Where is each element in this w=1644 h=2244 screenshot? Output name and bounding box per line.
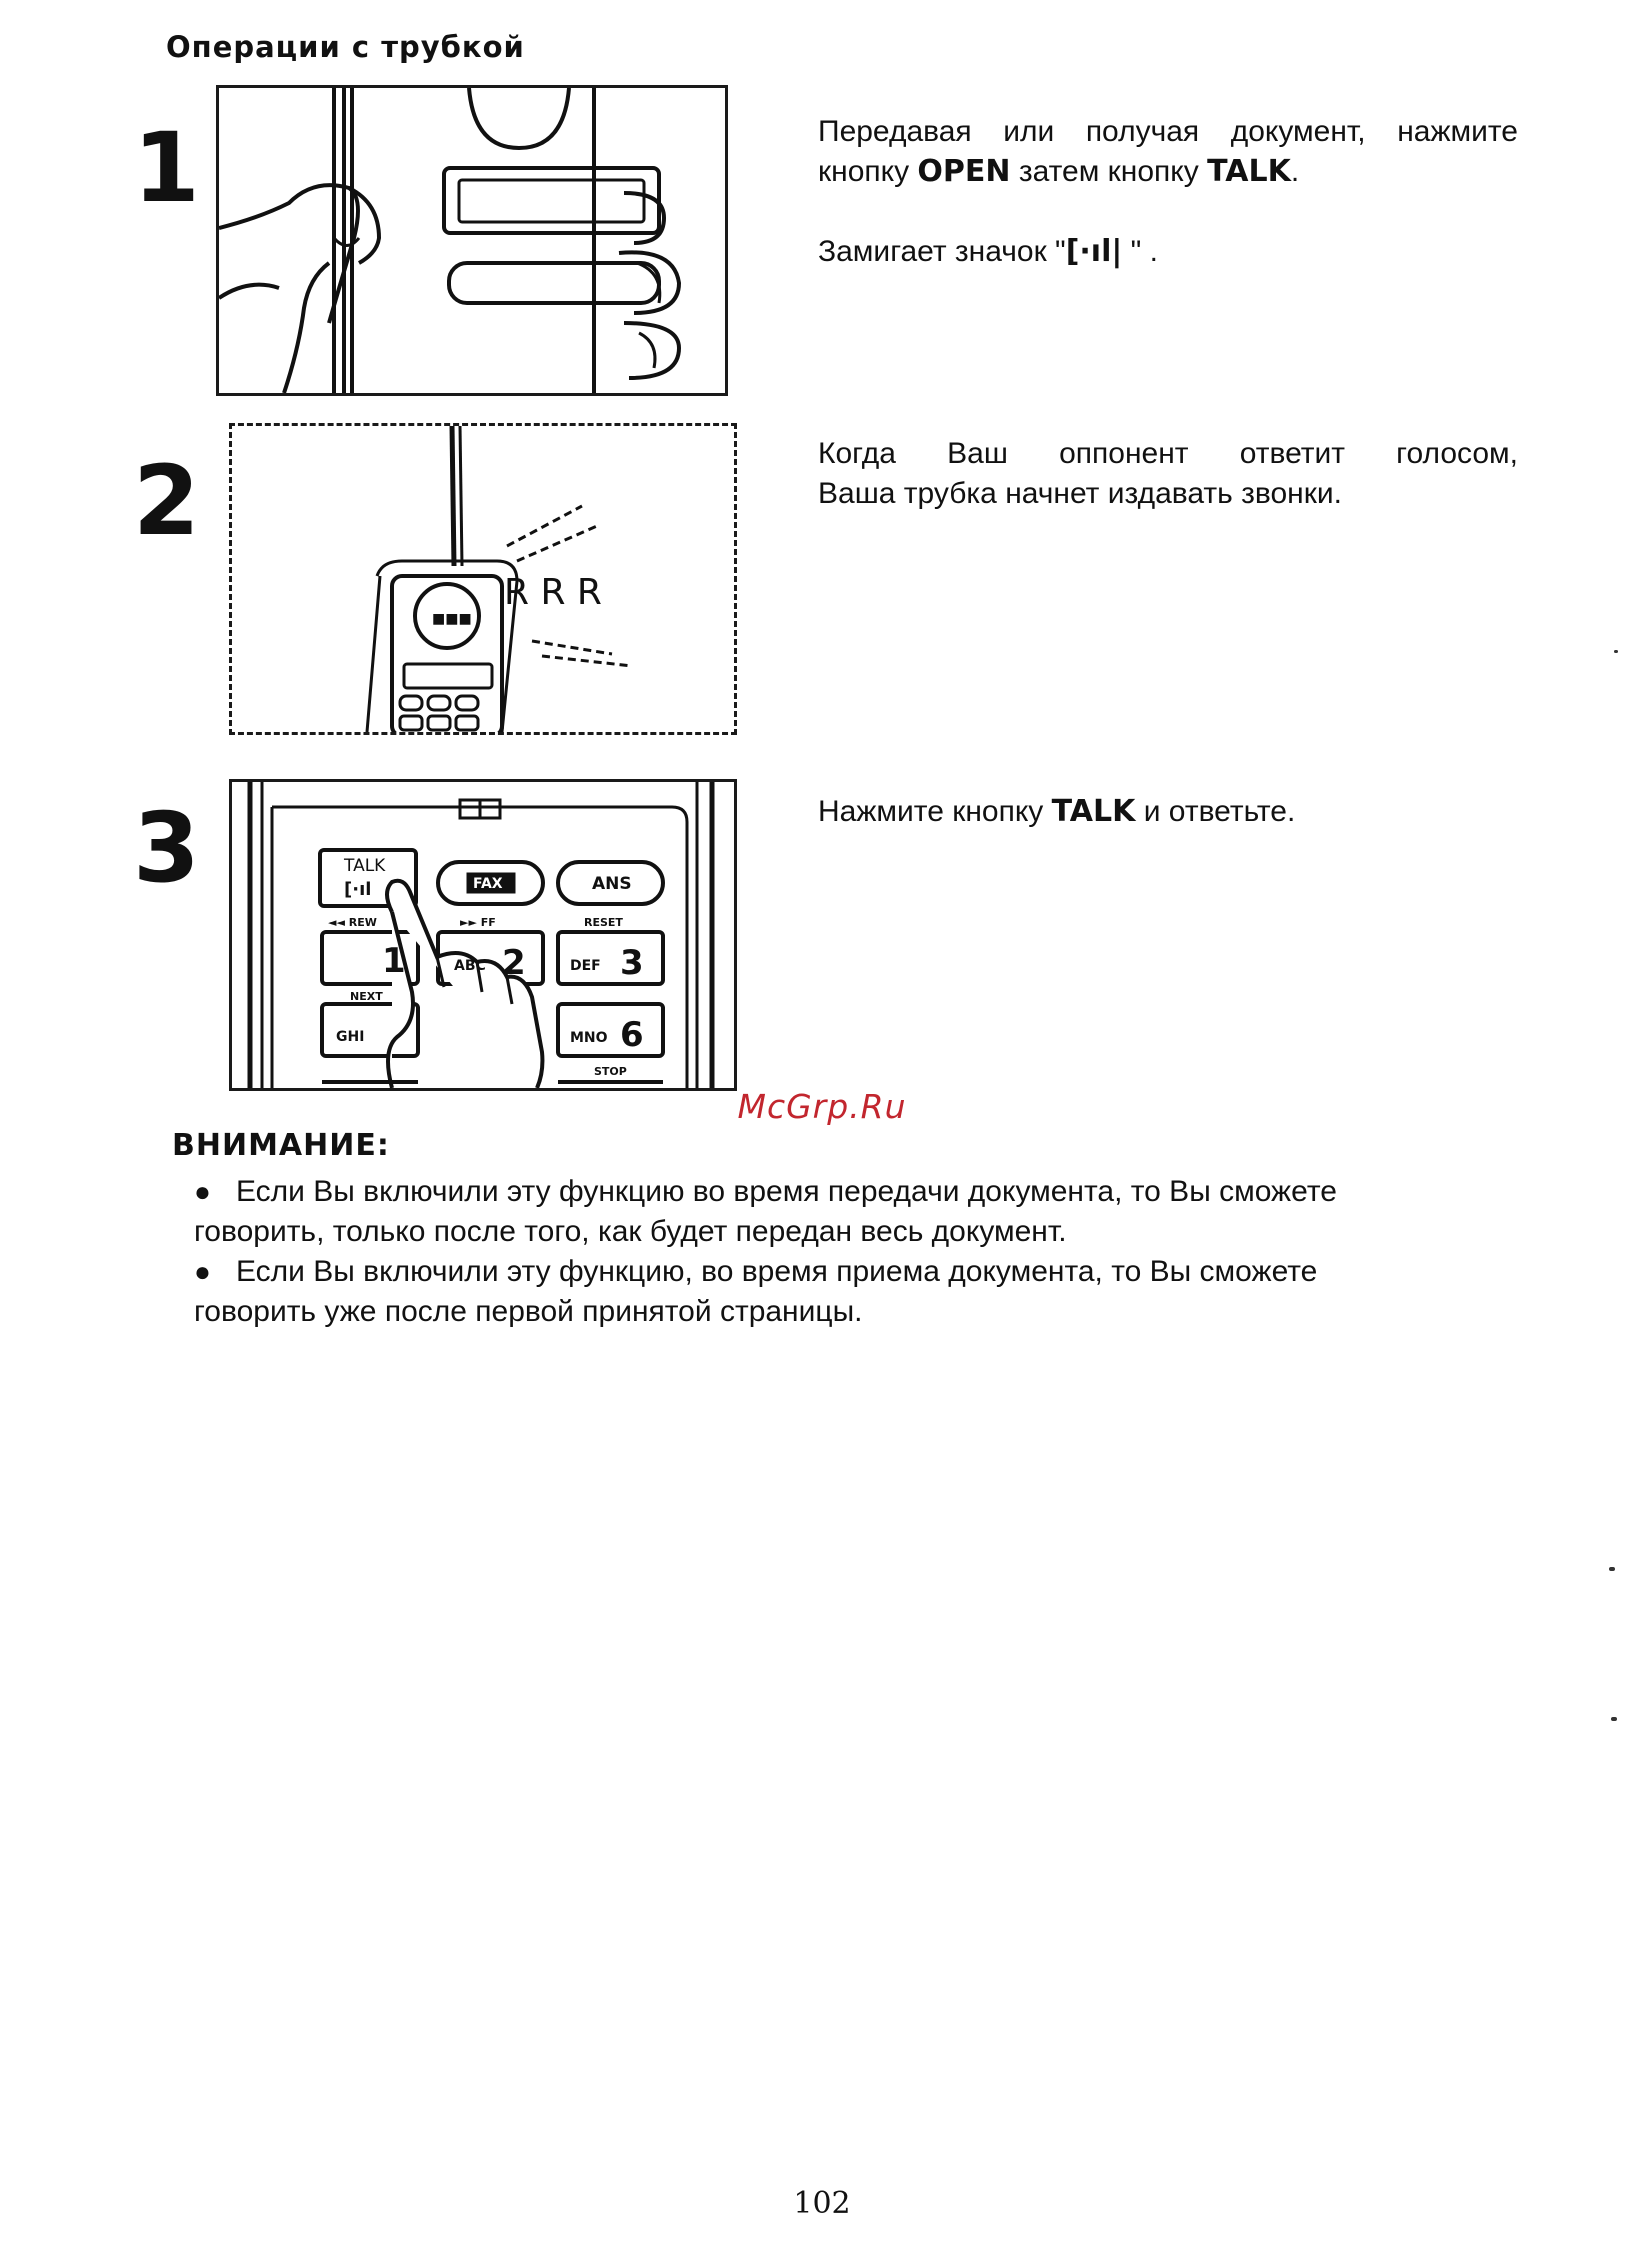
key-6-letters: MNO [570,1030,608,1046]
ring-sound-label: R R R [504,572,602,613]
bullet-icon: ● [194,1176,211,1207]
page-number: 102 [793,2186,851,2221]
key-3-letters: DEF [570,958,601,974]
page-heading: Операции с трубкой [166,30,525,64]
step-2-text [818,434,1518,514]
step-3-illustration [229,779,737,1091]
watermark: McGrp.Ru [737,1087,907,1126]
step-2-number: 2 [133,445,198,557]
step-1-illustration [216,85,728,396]
fax-key-label: FAX [473,876,503,892]
key-1-digit: 1 [382,941,406,981]
stop-label: STOP [594,1065,627,1078]
ans-key-label: ANS [592,874,632,894]
key-4-letters: GHI [336,1029,365,1045]
notice-item-line-2: говорить, только после того, как будет передан весь документ. [194,1215,1067,1248]
key-6-digit: 6 [620,1015,644,1055]
talk-button-label: TALK [1051,794,1136,829]
keypad-press-drawing [232,782,734,1088]
step-1-line-1: Передавая или получая документ, нажмите [818,115,1518,148]
step-1-line-2 [818,152,1518,192]
key-2-digit: 2 [502,943,526,983]
notice-list [194,1172,1524,1332]
step-1-text [818,112,1518,272]
step-2-illustration [229,423,737,735]
talk-key-icon: [·ıl [344,879,372,900]
notice-title: ВНИМАНИЕ: [172,1128,390,1163]
ff-label: ►► FF [460,916,496,929]
handset-opening-drawing [219,88,725,393]
step-1-text-fragment: кнопку [818,155,918,188]
talk-indicator-icon: [·ıl| [1065,234,1123,269]
talk-button-label: TALK [1207,154,1291,189]
step-1-number: 1 [133,112,198,224]
step-3-text [818,792,1518,832]
step-1-text-fragment: . [1290,155,1300,188]
step-3-text-fragment: Нажмите кнопку [818,795,1052,828]
reset-label: RESET [584,916,623,929]
key-3-digit: 3 [620,943,644,983]
scan-speck [1609,1567,1615,1571]
step-1-text-fragment: " . [1122,235,1158,268]
notice-item [194,1172,1524,1252]
bullet-icon: ● [194,1256,211,1287]
talk-key-label: TALK [344,856,386,876]
ringing-handset-drawing [232,426,734,732]
scan-speck [1614,650,1618,653]
notice-item [194,1252,1524,1332]
notice-item-line-1: Если Вы включили эту функцию, во время приема документа, то Вы сможете [236,1255,1318,1288]
step-1-line-3 [818,232,1518,272]
step-2-line-1: Когда Ваш оппонент ответит голосом, [818,437,1518,470]
notice-item-line-2: говорить уже после первой принятой страницы. [194,1295,863,1328]
open-button-label: OPEN [917,154,1011,189]
step-1-text-fragment: Замигает значок " [818,235,1066,268]
svg-text:■■■: ■■■ [432,611,472,627]
notice-item-line-1: Если Вы включили эту функцию во время передачи документа, то Вы сможете [236,1175,1337,1208]
rew-label: ◄◄ REW [328,916,377,929]
step-3-text-fragment: и ответьте. [1135,795,1296,828]
step-2-line-2: Ваша трубка начнет издавать звонки. [818,477,1342,510]
key-2-letters: ABC [454,958,486,974]
step-3-number: 3 [133,792,198,904]
step-1-text-fragment: затем кнопку [1010,155,1208,188]
scan-speck [1611,1717,1617,1721]
next-label: NEXT [350,990,383,1003]
